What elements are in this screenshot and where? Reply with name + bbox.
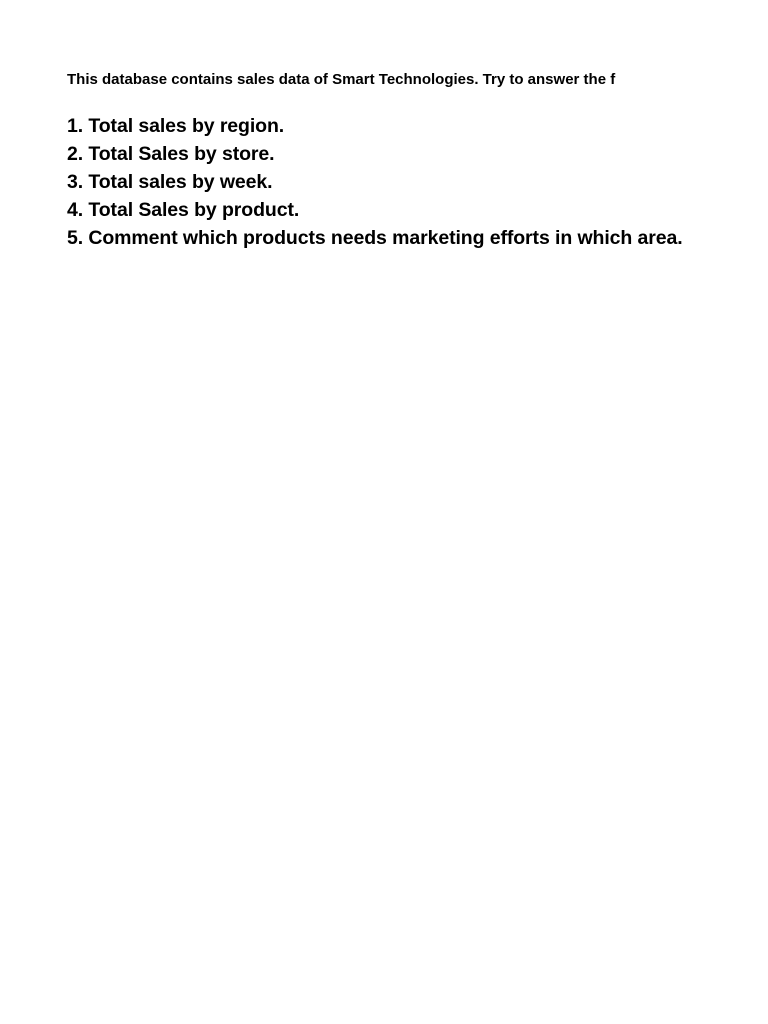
task-item: 4. Total Sales by product.: [67, 199, 300, 221]
task-list: [67, 112, 683, 252]
task-item: 5. Comment which products needs marketing efforts in which area.: [67, 227, 683, 249]
document-body: [67, 66, 696, 266]
task-item: 1. Total sales by region.: [67, 115, 285, 137]
intro-text: This database contains sales data of Smart Technologies. Try to answer the f: [67, 71, 616, 88]
task-item: 2. Total Sales by store.: [67, 143, 275, 165]
task-item: 3. Total sales by week.: [67, 171, 273, 193]
